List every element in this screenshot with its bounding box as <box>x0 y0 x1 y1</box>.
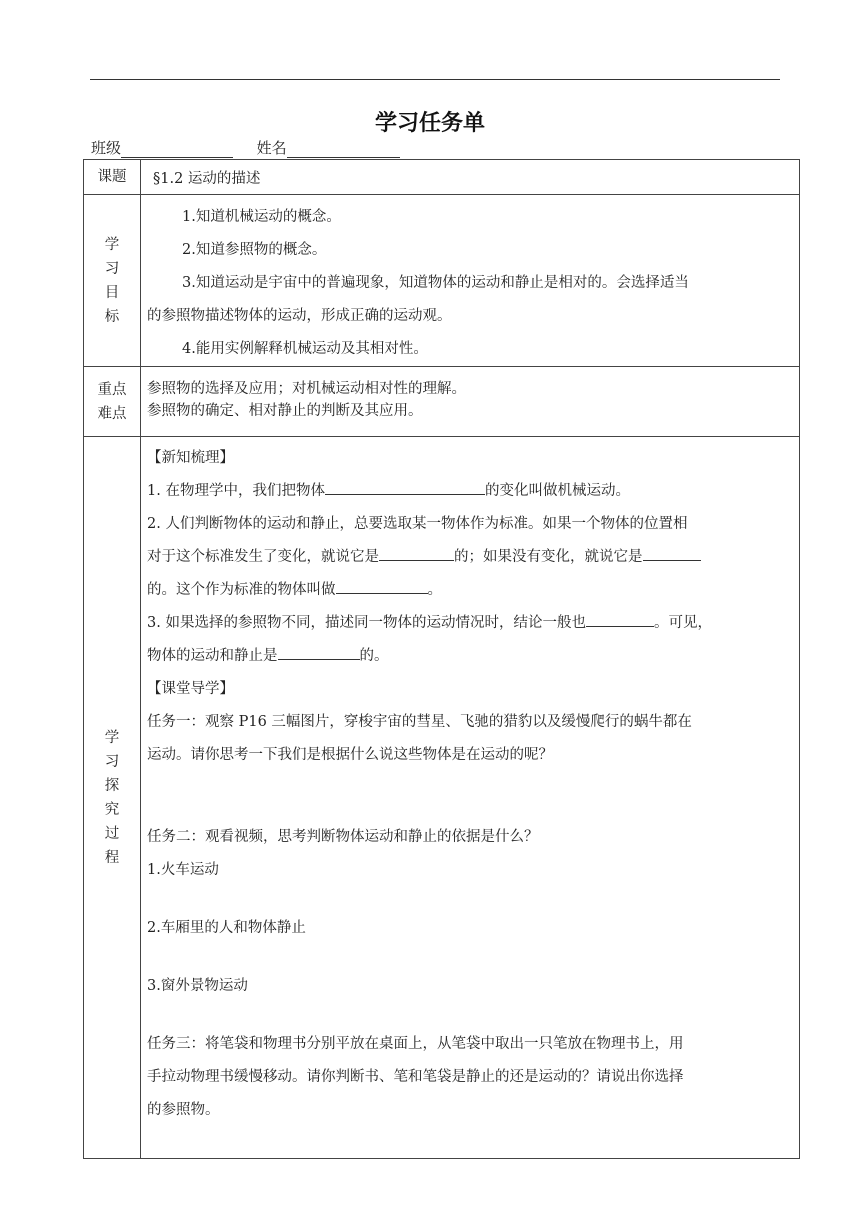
task-1-line-1: 任务一：观察 P16 三幅图片，穿梭宇宙的彗星、飞驰的猎豹以及缓慢爬行的蜗牛都在 <box>147 714 692 730</box>
goal-item-continued: 的参照物描述物体的运动，形成正确的运动观。 <box>147 308 452 324</box>
question-1 <box>147 475 793 508</box>
key-points-label-line: 重点 <box>97 381 127 398</box>
goals-content <box>141 195 800 367</box>
key-point-line: 参照物的选择及应用；对机械运动相对性的理解。 <box>147 381 466 397</box>
q2-answer-blank-2[interactable] <box>643 544 701 561</box>
topic-label: 课题 <box>84 160 141 195</box>
section-heading-new-knowledge: 【新知梳理】 <box>147 450 234 466</box>
task-3-line-3: 的参照物。 <box>147 1102 220 1118</box>
process-label <box>84 437 141 1159</box>
process-label-char: 探 <box>104 777 120 794</box>
process-label-char: 过 <box>104 825 120 842</box>
spacer <box>147 945 793 970</box>
process-label-char: 究 <box>104 801 120 818</box>
page-title: 学习任务单 <box>374 111 485 136</box>
key-point-line: 参照物的确定、相对静止的判断及其应用。 <box>147 403 423 419</box>
process-content <box>141 437 800 1159</box>
header-rule <box>90 79 780 80</box>
process-label-char: 程 <box>104 849 120 866</box>
goals-label-char: 学 <box>104 236 120 253</box>
q2-text-d: 。 <box>427 582 442 598</box>
q3-text-b: 。可见， <box>653 615 712 631</box>
key-points-row <box>84 367 800 437</box>
goals-row <box>84 195 800 367</box>
goals-label <box>84 195 141 367</box>
process-label-char: 习 <box>104 753 120 770</box>
question-3-line-2 <box>147 640 793 673</box>
task-3-line-1: 任务三：将笔袋和物理书分别平放在桌面上，从笔袋中取出一只笔放在物理书上，用 <box>147 1036 684 1052</box>
q2-answer-blank-1[interactable] <box>379 544 454 561</box>
name-field[interactable] <box>287 139 400 158</box>
task-1-answer-space[interactable] <box>147 772 793 821</box>
student-info <box>91 137 400 158</box>
goal-item: 4.能用实例解释机械运动及其相对性。 <box>182 341 428 357</box>
spacer <box>147 1003 793 1028</box>
q3-text-d: 的。 <box>359 648 389 664</box>
goal-item: 1.知道机械运动的概念。 <box>182 209 341 225</box>
goal-item: 3.知道运动是宇宙中的普遍现象，知道物体的运动和静止是相对的。会选择适当 <box>182 275 689 291</box>
q1-text-b: 的变化叫做机械运动。 <box>484 483 630 499</box>
q1-text-a: 1. 在物理学中，我们把物体 <box>147 483 325 499</box>
question-2-line-1: 2. 人们判断物体的运动和静止，总要选取某一物体作为标准。如果一个物体的位置相 <box>147 516 688 532</box>
task-table <box>83 159 800 1159</box>
key-points-label <box>84 367 141 437</box>
goals-label-char: 标 <box>104 308 120 325</box>
topic-value: §1.2 运动的描述 <box>141 160 800 195</box>
task-2-item-1: 1.火车运动 <box>147 862 219 878</box>
q2-text-b: 的；如果没有变化，就说它是 <box>454 549 643 565</box>
q3-answer-blank-2[interactable] <box>278 643 360 660</box>
process-row <box>84 437 800 1159</box>
goals-label-char: 习 <box>104 260 120 277</box>
question-3-line-1 <box>147 607 793 640</box>
q3-text-c: 物体的运动和静止是 <box>147 648 278 664</box>
process-label-char: 学 <box>104 729 120 746</box>
q2-text-a: 对于这个标准发生了变化，就说它是 <box>147 549 379 565</box>
q3-answer-blank-1[interactable] <box>586 610 654 627</box>
task-3-line-2: 手拉动物理书缓慢移动。请你判断书、笔和笔袋是静止的还是运动的？请说出你选择 <box>147 1069 684 1085</box>
task-1-line-2: 运动。请你思考一下我们是根据什么说这些物体是在运动的呢？ <box>147 747 553 763</box>
class-label: 班级 <box>91 139 122 157</box>
key-points-content <box>141 367 800 437</box>
task-2-line-1: 任务二：观看视频，思考判断物体运动和静止的依据是什么？ <box>147 829 539 845</box>
task-2-item-2: 2.车厢里的人和物体静止 <box>147 920 306 936</box>
goal-item: 2.知道参照物的概念。 <box>182 242 327 258</box>
question-2-line-3 <box>147 574 793 607</box>
q2-answer-blank-3[interactable] <box>336 577 428 594</box>
name-label: 姓名 <box>256 139 287 157</box>
q2-text-c: 的。这个作为标准的物体叫做 <box>147 582 336 598</box>
topic-row <box>84 160 800 195</box>
class-field[interactable] <box>121 139 233 158</box>
question-2-line-2 <box>147 541 793 574</box>
spacer <box>147 887 793 912</box>
goals-label-char: 目 <box>104 284 120 301</box>
task-2-item-3: 3.窗外景物运动 <box>147 978 248 994</box>
key-points-label-line: 难点 <box>97 405 127 422</box>
q3-text-a: 3. 如果选择的参照物不同，描述同一物体的运动情况时，结论一般也 <box>147 615 586 631</box>
q1-answer-blank[interactable] <box>325 478 485 495</box>
section-heading-class-guide: 【课堂导学】 <box>147 681 234 697</box>
